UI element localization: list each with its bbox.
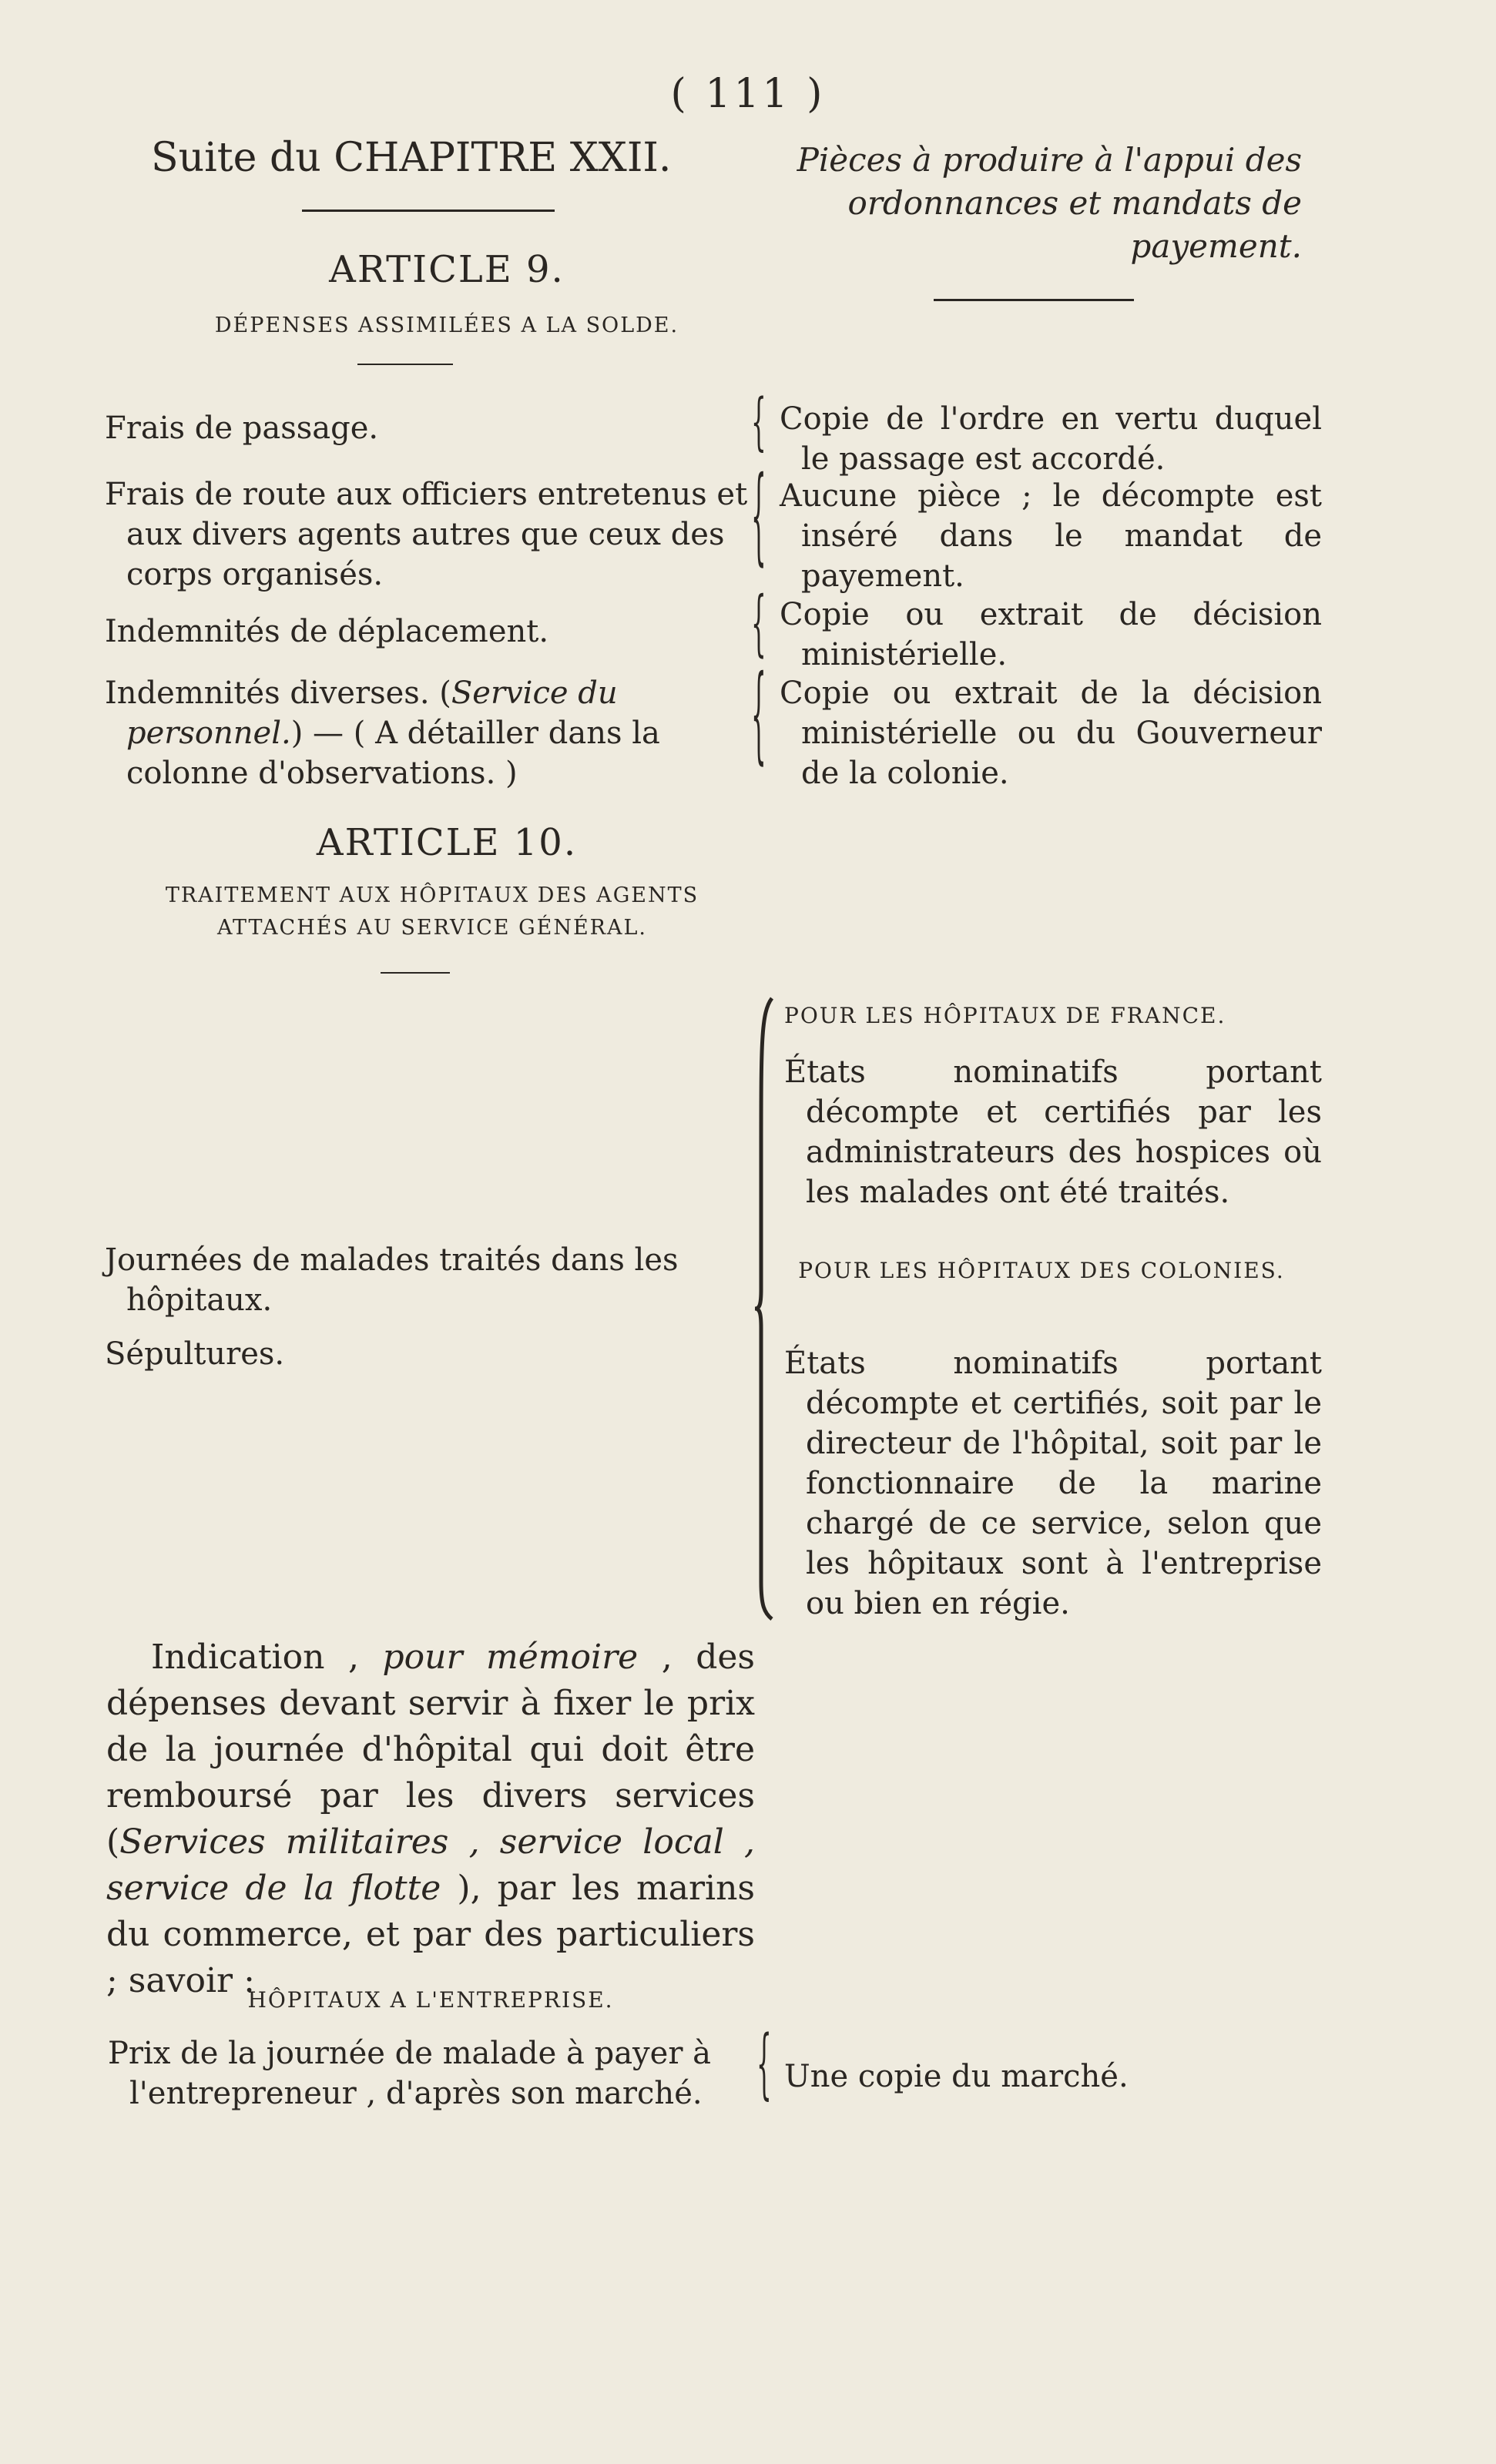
entry-left bbox=[105, 673, 773, 793]
article-9-subtitle: DÉPENSES ASSIMILÉES A LA SOLDE. bbox=[214, 313, 679, 337]
text: Indication , bbox=[151, 1638, 383, 1677]
text: ), par les marins du commerce, et par des particuliers ; savoir : bbox=[106, 1869, 755, 2000]
article-9-title: ARTICLE 9. bbox=[329, 248, 565, 291]
italic-text: Services militaires , service local , service de la flotte bbox=[106, 1822, 755, 1908]
brace: { bbox=[756, 2018, 772, 2109]
entry-left: Frais de passage. bbox=[105, 411, 379, 446]
brace: { bbox=[751, 580, 766, 665]
entry-right: Aucune pièce ; le décompte est inséré dans le mandat de payement. bbox=[780, 478, 1322, 594]
italic-text: pour mémoire bbox=[382, 1638, 639, 1677]
entry-left: Indemnités de déplacement. bbox=[105, 614, 549, 649]
entry-right: Une copie du marché. bbox=[784, 2059, 1129, 2094]
indication-paragraph bbox=[106, 1634, 755, 2004]
entry-left: Sépultures. bbox=[105, 1336, 285, 1372]
entry-right: Copie ou extrait de la décision ministérielle ou du Gouverneur de la colonie. bbox=[780, 676, 1322, 791]
brace: { bbox=[751, 651, 766, 776]
page-number: ( 111 ) bbox=[670, 71, 826, 117]
chapter-heading: Suite du CHAPITRE XXII. bbox=[151, 135, 672, 181]
divider bbox=[381, 972, 450, 974]
text: Indemnités diverses. ( bbox=[105, 676, 451, 711]
entry-left: Frais de route aux officiers entretenus et aux divers agents autres que ceux des corps organisés. bbox=[105, 477, 748, 592]
entry-left: Journées de malades traités dans les hôpitaux. bbox=[105, 1242, 679, 1318]
entreprise-heading: HÔPITAUX A L'ENTREPRISE. bbox=[247, 1987, 614, 2013]
brace: { bbox=[751, 384, 766, 458]
entry-right: Copie de l'ordre en vertu duquel le passage est accordé. bbox=[780, 401, 1322, 477]
france-text: États nominatifs portant décompte et certifiés par les administrateurs des hospices où les malades ont été traités. bbox=[784, 1054, 1322, 1210]
entry-left: Prix de la journée de malade à payer à l'entrepreneur , d'après son marché. bbox=[108, 2036, 712, 2111]
entry-right: Copie ou extrait de décision ministérielle. bbox=[780, 597, 1322, 672]
article-10-subtitle: TRAITEMENT AUX HÔPITAUX DES AGENTS ATTACHÉS AU SERVICE GÉNÉRAL. bbox=[165, 883, 699, 940]
divider bbox=[357, 364, 453, 365]
text: ) — ( A détailler dans la colonne d'observations. ) bbox=[126, 716, 660, 791]
column-header: Pièces à produire à l'appui des ordonnances et mandats de payement. bbox=[797, 141, 1302, 265]
italic-text: Service du personnel. bbox=[126, 676, 618, 751]
divider bbox=[934, 299, 1134, 301]
france-heading: POUR LES HÔPITAUX DE FRANCE. bbox=[784, 1003, 1226, 1028]
colonies-text: États nominatifs portant décompte et certifiés, soit par le directeur de l'hôpital, soit par le fonctionnaire de la marine chargé de ce service, selon que les hôpitaux sont à l'entreprise ou bien en régie. bbox=[784, 1346, 1322, 1621]
text: , des dépenses devant servir à fixer le prix de la journée d'hôpital qui doit être remboursé par les divers services ( bbox=[106, 1638, 755, 1862]
brace: { bbox=[751, 452, 766, 577]
article-10-title: ARTICLE 10. bbox=[316, 821, 578, 864]
divider bbox=[302, 210, 555, 212]
colonies-heading: POUR LES HÔPITAUX DES COLONIES. bbox=[798, 1258, 1285, 1283]
